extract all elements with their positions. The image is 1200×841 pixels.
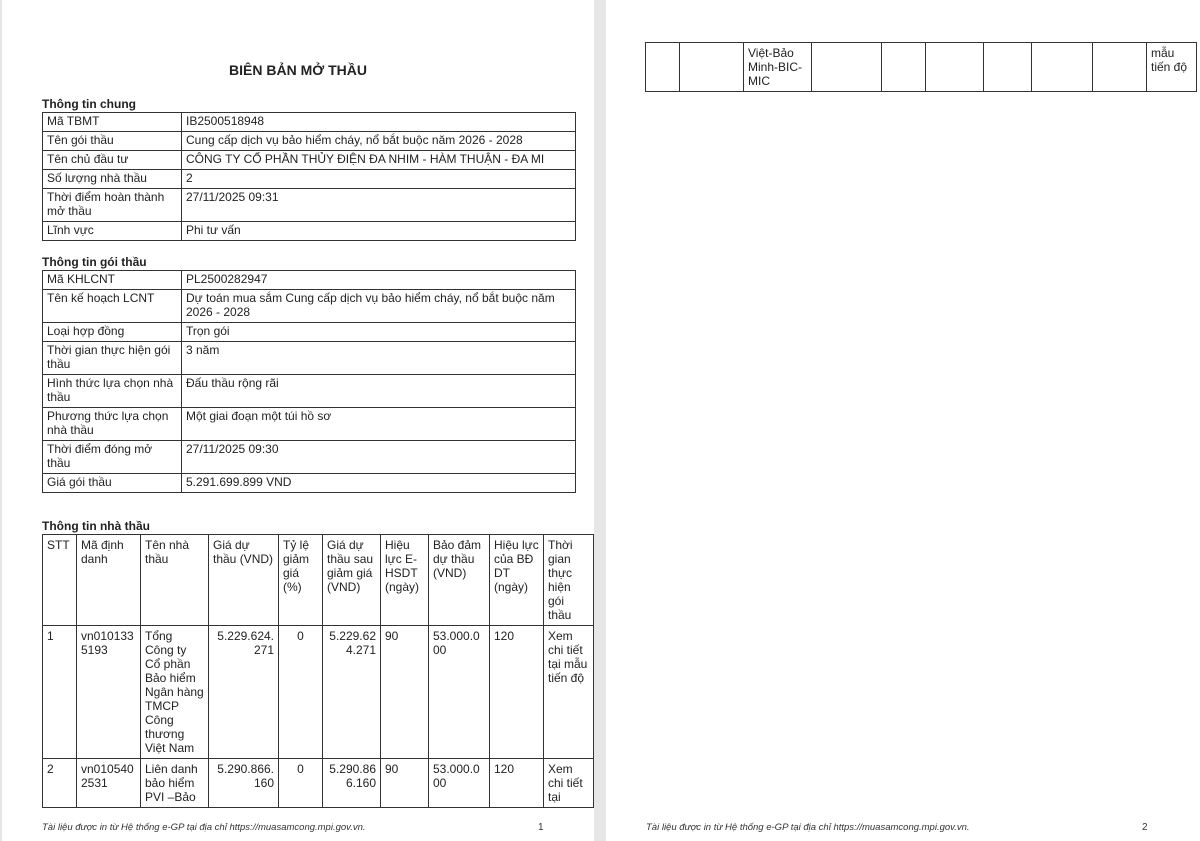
page-number: 1 bbox=[538, 822, 544, 833]
table-row bbox=[43, 408, 576, 441]
bidder-validity: 90 bbox=[381, 626, 429, 759]
general-info-heading: Thông tin chung bbox=[42, 97, 136, 111]
bidder-duration: Xem chi tiết tại mẫu tiến độ bbox=[544, 626, 594, 759]
table-row bbox=[43, 375, 576, 408]
bidder-name: Liên danh bảo hiểm PVI –Bảo bbox=[141, 759, 209, 808]
document-page-1 bbox=[2, 0, 594, 841]
column-header: Hiệu lực của BĐ DT (ngày) bbox=[490, 535, 544, 626]
table-row bbox=[43, 271, 576, 290]
column-header: Tên nhà thầu bbox=[141, 535, 209, 626]
general-value: 2 bbox=[182, 170, 576, 189]
general-label: Thời điểm hoàn thành mở thầu bbox=[43, 189, 182, 222]
bidder-validity: 90 bbox=[381, 759, 429, 808]
table-row bbox=[43, 151, 576, 170]
general-label: Tên chủ đầu tư bbox=[43, 151, 182, 170]
document-title: BIÊN BẢN MỞ THẦU bbox=[229, 62, 367, 78]
page-number: 2 bbox=[1142, 822, 1148, 833]
package-value: PL2500282947 bbox=[182, 271, 576, 290]
general-value: Phi tư vấn bbox=[182, 222, 576, 241]
bidder-price: 5.290.866.160 bbox=[209, 759, 279, 808]
package-info-heading: Thông tin gói thầu bbox=[42, 255, 147, 269]
bidder-duration: Xem chi tiết tại bbox=[544, 759, 594, 808]
package-value: Đấu thầu rộng rãi bbox=[182, 375, 576, 408]
package-info-table bbox=[42, 270, 576, 493]
package-value: 27/11/2025 09:30 bbox=[182, 441, 576, 474]
bidder-discount: 0 bbox=[279, 626, 323, 759]
bidder-name: Việt-Bảo Minh-BIC-MIC bbox=[744, 43, 812, 92]
column-header: Mã định danh bbox=[77, 535, 141, 626]
package-value: Trọn gói bbox=[182, 323, 576, 342]
table-row bbox=[43, 342, 576, 375]
bidder-id: vn0105402531 bbox=[77, 759, 141, 808]
column-header: Giá dự thầu sau giảm giá (VND) bbox=[323, 535, 381, 626]
package-label: Loại hợp đồng bbox=[43, 323, 182, 342]
bidder-guarantee: 53.000.000 bbox=[429, 759, 490, 808]
table-header-row bbox=[43, 535, 594, 626]
bidder-name: Tổng Công ty Cổ phần Bảo hiểm Ngân hàng TMCP Công thương Việt Nam bbox=[141, 626, 209, 759]
bidder-id: vn0101335193 bbox=[77, 626, 141, 759]
table-row bbox=[646, 43, 1197, 92]
table-row bbox=[43, 474, 576, 493]
general-label: Mã TBMT bbox=[43, 113, 182, 132]
general-info-table bbox=[42, 112, 576, 241]
package-label: Thời điểm đóng mở thầu bbox=[43, 441, 182, 474]
general-value: 27/11/2025 09:31 bbox=[182, 189, 576, 222]
column-header: Giá dự thầu (VND) bbox=[209, 535, 279, 626]
table-row bbox=[43, 132, 576, 151]
package-value: 5.291.699.899 VND bbox=[182, 474, 576, 493]
package-label: Giá gói thầu bbox=[43, 474, 182, 493]
column-header: Thời gian thực hiện gói thầu bbox=[544, 535, 594, 626]
bidders-table bbox=[42, 534, 594, 808]
table-row bbox=[43, 441, 576, 474]
general-value: CÔNG TY CỔ PHẦN THỦY ĐIỆN ĐA NHIM - HÀM THUẬN - ĐA MI bbox=[182, 151, 576, 170]
package-label: Phương thức lựa chọn nhà thầu bbox=[43, 408, 182, 441]
table-row bbox=[43, 222, 576, 241]
bidder-discount: 0 bbox=[279, 759, 323, 808]
bidders-table-continued bbox=[645, 42, 1197, 92]
table-row bbox=[43, 290, 576, 323]
table-row bbox=[43, 189, 576, 222]
table-row bbox=[43, 170, 576, 189]
column-header: STT bbox=[43, 535, 77, 626]
bidder-price-after: 5.290.866.160 bbox=[323, 759, 381, 808]
bidder-stt: 2 bbox=[43, 759, 77, 808]
general-value: IB2500518948 bbox=[182, 113, 576, 132]
package-value: Một giai đoạn một túi hồ sơ bbox=[182, 408, 576, 441]
table-row bbox=[43, 626, 594, 759]
general-label: Lĩnh vực bbox=[43, 222, 182, 241]
package-value: Dự toán mua sắm Cung cấp dịch vụ bảo hiểm cháy, nổ bắt buộc năm 2026 - 2028 bbox=[182, 290, 576, 323]
package-label: Thời gian thực hiện gói thầu bbox=[43, 342, 182, 375]
bidders-heading: Thông tin nhà thầu bbox=[42, 519, 150, 533]
general-value: Cung cấp dịch vụ bảo hiểm cháy, nổ bắt buộc năm 2026 - 2028 bbox=[182, 132, 576, 151]
page-separator bbox=[594, 0, 606, 841]
bidder-guarantee-validity: 120 bbox=[490, 759, 544, 808]
general-label: Tên gói thầu bbox=[43, 132, 182, 151]
bidder-guarantee: 53.000.000 bbox=[429, 626, 490, 759]
table-row bbox=[43, 323, 576, 342]
column-header: Bảo đảm dự thầu (VND) bbox=[429, 535, 490, 626]
page-footer: Tài liệu được in từ Hệ thống e-GP tại địa chỉ https://muasamcong.mpi.gov.vn. bbox=[42, 822, 366, 833]
document-page-2 bbox=[606, 0, 1200, 841]
package-label: Mã KHLCNT bbox=[43, 271, 182, 290]
table-row bbox=[43, 113, 576, 132]
bidder-guarantee-validity: 120 bbox=[490, 626, 544, 759]
bidder-price: 5.229.624.271 bbox=[209, 626, 279, 759]
package-value: 3 năm bbox=[182, 342, 576, 375]
column-header: Tỷ lệ giảm giá (%) bbox=[279, 535, 323, 626]
table-row bbox=[43, 759, 594, 808]
bidder-price-after: 5.229.624.271 bbox=[323, 626, 381, 759]
column-header: Hiệu lực E-HSDT (ngày) bbox=[381, 535, 429, 626]
package-label: Tên kế hoạch LCNT bbox=[43, 290, 182, 323]
general-label: Số lượng nhà thầu bbox=[43, 170, 182, 189]
bidder-duration: mẫu tiến độ bbox=[1147, 43, 1197, 92]
bidder-stt: 1 bbox=[43, 626, 77, 759]
package-label: Hình thức lựa chọn nhà thầu bbox=[43, 375, 182, 408]
page-footer: Tài liệu được in từ Hệ thống e-GP tại địa chỉ https://muasamcong.mpi.gov.vn. bbox=[646, 822, 970, 833]
